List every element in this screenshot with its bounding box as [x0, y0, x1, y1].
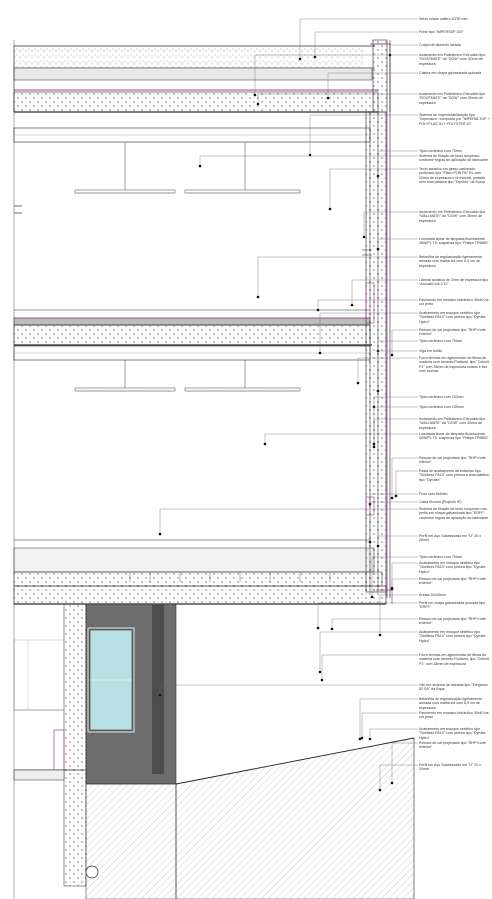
- label-l11: Isolamento em Poliestireno Extrudido tipo "WALLMATE" da "DOW" com 30mm de espessura: [419, 210, 486, 223]
- leader-dot-l28: [369, 541, 372, 544]
- cantilever-slab: [14, 540, 386, 604]
- exterior-wall: [362, 40, 392, 604]
- label-l08: Tijolo cerâmico com 70mm: [419, 149, 462, 153]
- label-l29: Sistema de fixação de tecto suspenso com perfis em chapa galvanizada tipo "ERFF" conforme regras de aplicação do fabricante: [419, 507, 489, 520]
- leader-dot-l02: [314, 56, 317, 59]
- label-l43: Reboco de cal projectado tipo "RHP Korte exterior": [419, 741, 486, 750]
- leader-dot-l12: [377, 248, 380, 251]
- label-l40: Betonilha de regularização ligeiramente armada com malha sol com 6,5 cm de espessura: [419, 697, 483, 710]
- drain-pipe: [86, 866, 98, 878]
- label-l42: Acabamento em estuque sintético tipo "Sicilitexs PA10" com pintura tipo "Dyrutte Hydro": [419, 727, 486, 740]
- leader-dot-l15: [317, 309, 320, 312]
- label-l30: Perfil em Aço Galvanizado em "U" 20 x 20mm: [419, 534, 482, 543]
- soffit-slab: [14, 548, 374, 572]
- roof-parapet: [373, 40, 387, 112]
- roof-slab: [14, 92, 378, 112]
- label-l13: Betonilha de regularização ligeiramente armada com malha sol com 6,5 cm de espessura: [419, 255, 483, 268]
- leader-dot-l23: [373, 443, 376, 446]
- roof-gravel-layer: [14, 46, 364, 68]
- leader-dot-l30: [377, 545, 380, 548]
- leader-l42: [370, 729, 418, 739]
- sloped-ground: [176, 738, 414, 899]
- leader-dot-l26: [395, 495, 398, 498]
- label-l34: Aresta 20x10mm: [419, 593, 447, 597]
- leader-l13: [258, 257, 418, 297]
- label-l15: Pavimento em mosaico hidráulico 40x40 na cor preto: [419, 298, 489, 307]
- leader-dot-l24: [264, 443, 267, 446]
- leader-l32: [392, 563, 418, 588]
- leader-dot-l01: [299, 58, 302, 61]
- label-l10: Tecto acústico em gesso cartonado perfurado tipo "Placo PON PA" RL com 12mm de espessura e lã mineral, pintado com tinta plástica tipo "Dyrutex" da Dyrup: [419, 167, 486, 184]
- leader-dot-l37: [319, 671, 322, 674]
- leader-dot-l08: [377, 175, 380, 178]
- label-l02: Filme tipo "IMPERSEP 100": [419, 30, 464, 34]
- label-l17: Reboco de cal projectado tipo "RHP Korte exterior": [419, 328, 486, 337]
- label-l31: Tijolo cerâmico com 70mm: [419, 555, 462, 559]
- label-l33: Reboco de cal projectado tipo "RHP Korte exterior": [419, 577, 486, 586]
- leader-dot-l33: [391, 588, 394, 591]
- leader-l17: [392, 330, 418, 355]
- left-wall: [64, 604, 86, 886]
- label-l21: Tijolo cerâmico com 110mm: [419, 395, 464, 399]
- door-frame: [54, 730, 64, 770]
- label-l12: Luminária linear de lâmpada fluorescente, 40W/PL T5, suspensa tipo "Philips TP5850": [419, 237, 489, 246]
- leader-dot-l19: [377, 390, 380, 393]
- leader-dot-l44: [379, 789, 382, 792]
- leader-dot-l14: [351, 304, 354, 307]
- label-l25: Reboco de cal projectado tipo "RHP Korte interior": [419, 456, 486, 465]
- leader-dot-l35: [317, 627, 320, 630]
- label-l26: Pasta de acabamento de estanhar tipo "Sicilitexs PA10" com pintura a tinta plástica tipo "Dyrutex": [419, 469, 489, 482]
- label-l20: Forra térmica em aglomerado de fibras de madeira com cimento Portland, tipo "Celenit P1" com 35mm de espessura colado e fixo com buchas: [419, 356, 489, 373]
- leader-dot-l25: [391, 497, 394, 500]
- leader-dot-l41: [361, 737, 364, 740]
- leader-dot-l38: [321, 679, 324, 682]
- label-l37: Acabamento em estuque sintético tipo "Sicilitexs PA10" com pintura tipo "Dyrutte Hydro": [419, 630, 486, 643]
- leader-dot-l22: [373, 446, 376, 449]
- leader-l40: [360, 699, 418, 739]
- wall-brick-outer: [366, 112, 386, 592]
- leader-l38: [322, 655, 418, 680]
- leader-l33: [392, 579, 418, 589]
- label-l38: Forra térmica em aglomerado de fibras de madeira com cimento Portland, tipo "Celenit P1" com 35mm de espessura: [419, 653, 489, 666]
- label-l24: Luminária linear de lâmpada fluorescente, 40W/PL T5, suspensa tipo "Philips TP5850": [419, 432, 489, 441]
- leader-l36: [332, 619, 418, 629]
- leader-dot-l09: [199, 165, 202, 168]
- leader-l03: [390, 45, 418, 55]
- leader-dot-l43: [391, 782, 394, 785]
- leader-dot-l11: [363, 236, 366, 239]
- leader-dot-l04: [254, 94, 257, 97]
- leader-l24: [265, 434, 418, 444]
- label-l44: Perfil em Aço Galvanizado em "U" 20 x 20mm: [419, 763, 482, 772]
- intermediate-floor-slab: [14, 310, 372, 345]
- label-l04: Isolamento em Poliestireno Extrudido tipo "ROOFMATE" da "DOW" com 30mm de espessura: [419, 53, 486, 66]
- roof-assembly: [14, 40, 390, 112]
- label-l03: Chapa de alumínio lacada: [419, 43, 461, 47]
- leader-l37: [320, 632, 418, 672]
- upper-floor-space: [14, 128, 370, 213]
- label-l07: Sistema de Impermeabilização tipo "Imperalum" composta por "IMPERALTOP + POLYPLAS 30 + POLYSTER 40": [419, 113, 490, 126]
- leader-dot-l13: [257, 296, 260, 299]
- leader-l41: [362, 713, 418, 738]
- leader-l39: [160, 685, 418, 695]
- label-l22: Tijolo cerâmico com 150mm: [419, 405, 464, 409]
- lower-floor-space: [14, 346, 370, 391]
- leader-dot-l05: [327, 97, 330, 100]
- leader-dot-l16: [319, 352, 322, 355]
- label-l01: Seixo rolado calibre 20/30 mm: [419, 17, 468, 21]
- label-l41: Pavimento em mosaico hidráulico 40x40 na cor preto: [419, 711, 489, 720]
- label-l27: Friso com 5x5mm: [419, 492, 448, 496]
- label-l19: Viga em betão: [419, 349, 443, 353]
- luminaire-lower-left: [75, 360, 175, 391]
- leader-dot-l36: [331, 628, 334, 631]
- label-l28: Caixa técnica (Projecto IE): [419, 500, 462, 504]
- luminaire-lower-right: [185, 360, 300, 391]
- label-l18: Tijolo cerâmico com 70mm: [419, 339, 462, 343]
- leader-dot-l17: [391, 354, 394, 357]
- label-l14: Lâmina acústica de 2mm de espessura tipo "AcoustiCork C11": [419, 278, 489, 287]
- label-l23: Isolamento em Poliestireno Extrudido tipo "WALLMATE" da "DOW" com 30mm de espessura: [419, 417, 486, 430]
- concrete-slab: [14, 325, 370, 345]
- leader-dot-l31: [371, 596, 374, 599]
- label-l35: Perfil em chapa galvanizada quinada tipo "ERFF": [419, 601, 485, 610]
- label-l32: Acabamento em estuque sintético tipo "Sicilitexs PA10" com pintura tipo "Dyrutte Hydro": [419, 561, 486, 574]
- label-l06: Isolamento em Poliestireno Extrudido tipo "ROOFMATE" da "DOW" com 30mm de espessura: [419, 92, 486, 105]
- roof-insulation: [14, 68, 372, 80]
- floor-screed: [14, 318, 370, 325]
- label-l36: Reboco de cal projectado tipo "RHP Korte exterior": [419, 617, 486, 626]
- label-l16: Acabamento em estuque sintético tipo "Sicilitexs PA10" com pintura tipo "Dyrutte Hydro": [419, 311, 486, 324]
- leader-dot-l06: [257, 103, 260, 106]
- leader-dot-l29: [159, 533, 162, 536]
- label-l05: Caleira em chapa galvanizada quinada: [419, 71, 482, 75]
- leader-l26: [396, 471, 418, 496]
- luminaire-upper-left: [75, 142, 175, 193]
- leader-dot-l39: [159, 694, 162, 697]
- entrance-step: [14, 640, 64, 710]
- label-l39: Vão em sistema de fachada tipo "Elegance 52 SA" da Sapa: [419, 683, 488, 692]
- luminaire-upper-right: [185, 142, 300, 193]
- leader-dot-l20: [357, 382, 360, 385]
- leader-l35: [318, 603, 418, 628]
- label-l09: Sistema de fixação de tecto suspenso conforme regras de aplicação do fabricante: [419, 154, 489, 163]
- leader-dot-l34: [379, 634, 382, 637]
- leader-dot-l42: [369, 738, 372, 741]
- leader-dot-l10: [329, 208, 332, 211]
- soffit-ceiling: [14, 586, 386, 604]
